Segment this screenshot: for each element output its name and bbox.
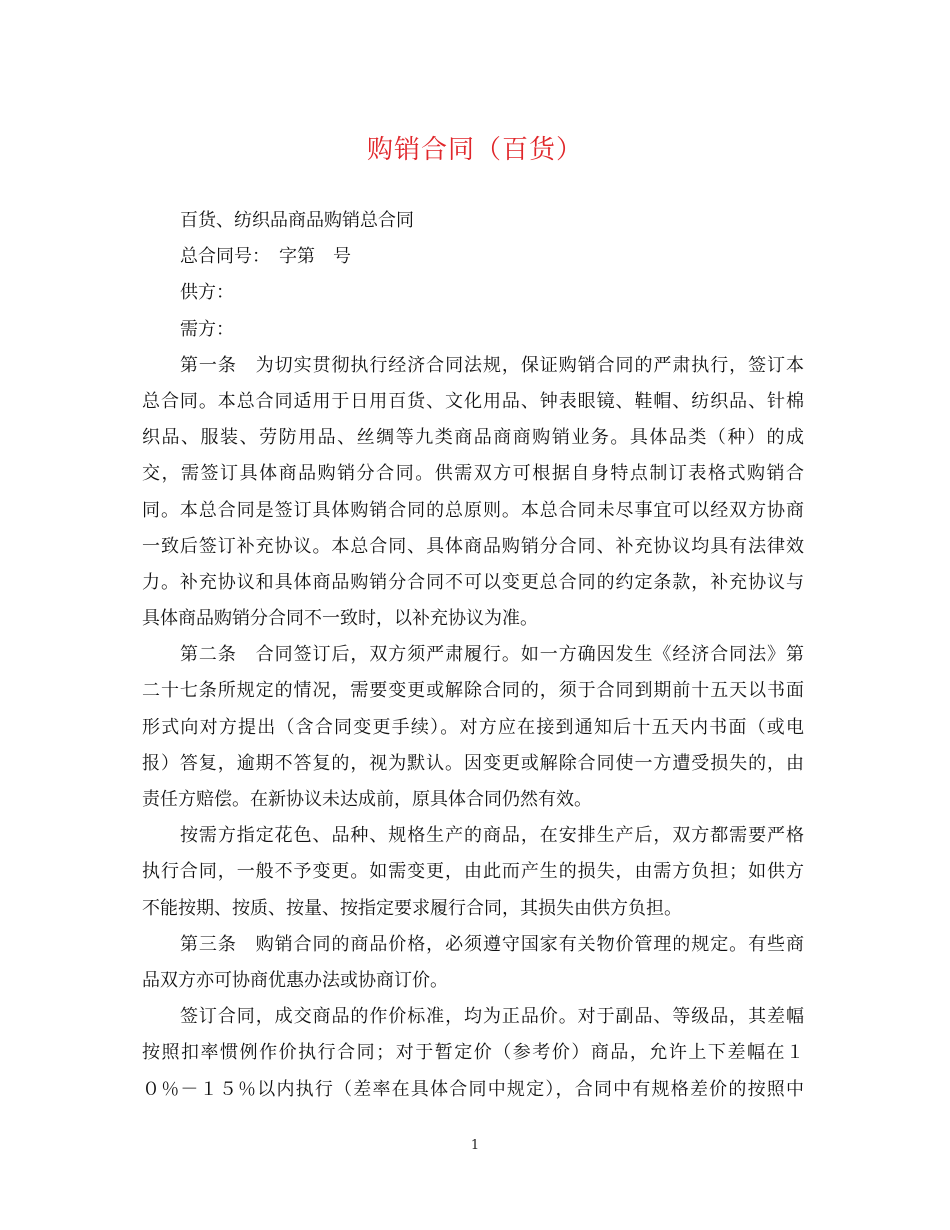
text-line: 需方： xyxy=(180,318,234,340)
text-line: 第三条 购销合同的商品价格，必须遵守国家有关物价管理的规定。有些商 xyxy=(180,933,804,955)
text-line: 百货、纺织品商品购销总合同 xyxy=(180,210,414,231)
text-line: ０％－１５％以内执行（差率在具体合同中规定），合同中有规格差价的按照中 xyxy=(142,1078,804,1100)
text-line: 第二条 合同签订后，双方须严肃履行。如一方确因发生《经济合同法》第 xyxy=(180,644,804,666)
text-line: 按照扣率惯例作价执行合同；对于暂定价（参考价）商品，允许上下差幅在１ xyxy=(142,1042,804,1064)
text-line: 不能按期、按质、按量、按指定要求履行合同，其损失由供方负担。 xyxy=(142,897,682,919)
text-line: 二十七条所规定的情况，需要变更或解除合同的，须于合同到期前十五天以书面 xyxy=(142,680,804,702)
text-line: 品双方亦可协商优惠办法或协商订价。 xyxy=(142,969,448,991)
text-line: 报）答复，逾期不答复的，视为默认。因变更或解除合同使一方遭受损失的，由 xyxy=(142,752,804,774)
text-line: 按需方指定花色、品种、规格生产的商品，在安排生产后，双方都需要严格 xyxy=(180,825,804,847)
text-line: 具体商品购销分合同不一致时，以补充协议为准。 xyxy=(142,608,538,630)
text-line: 交，需签订具体商品购销分合同。供需双方可根据自身特点制订表格式购销合 xyxy=(142,463,804,485)
text-line: 供方： xyxy=(180,282,234,304)
document-body xyxy=(142,203,804,1108)
text-line: 织品、服装、劳防用品、丝绸等九类商品商商购销业务。具体品类（种）的成 xyxy=(142,427,804,449)
document-title: 购销合同（百货） xyxy=(366,135,583,165)
page-number: 1 xyxy=(470,1138,480,1153)
text-line: 执行合同，一般不予变更。如需变更，由此而产生的损失，由需方负担；如供方 xyxy=(142,861,804,883)
text-line: 总合同号： 字第 号 xyxy=(180,246,351,268)
text-line: 力。补充协议和具体商品购销分合同不可以变更总合同的约定条款，补充协议与 xyxy=(142,571,804,593)
text-line: 签订合同，成交商品的作价标准，均为正品价。对于副品、等级品，其差幅 xyxy=(180,1006,804,1028)
text-line: 第一条 为切实贯彻执行经济合同法规，保证购销合同的严肃执行，签订本 xyxy=(180,354,804,376)
text-line: 同。本总合同是签订具体购销合同的总原则。本总合同未尽事宜可以经双方协商 xyxy=(142,499,804,521)
text-line: 总合同。本总合同适用于日用百货、文化用品、钟表眼镜、鞋帽、纺织品、针棉 xyxy=(142,390,804,412)
text-line: 形式向对方提出（含合同变更手续）。对方应在接到通知后十五天内书面（或电 xyxy=(142,716,804,738)
text-line: 责任方赔偿。在新协议未达成前，原具体合同仍然有效。 xyxy=(142,789,592,810)
text-line: 一致后签订补充协议。本总合同、具体商品购销分合同、补充协议均具有法律效 xyxy=(142,535,804,557)
